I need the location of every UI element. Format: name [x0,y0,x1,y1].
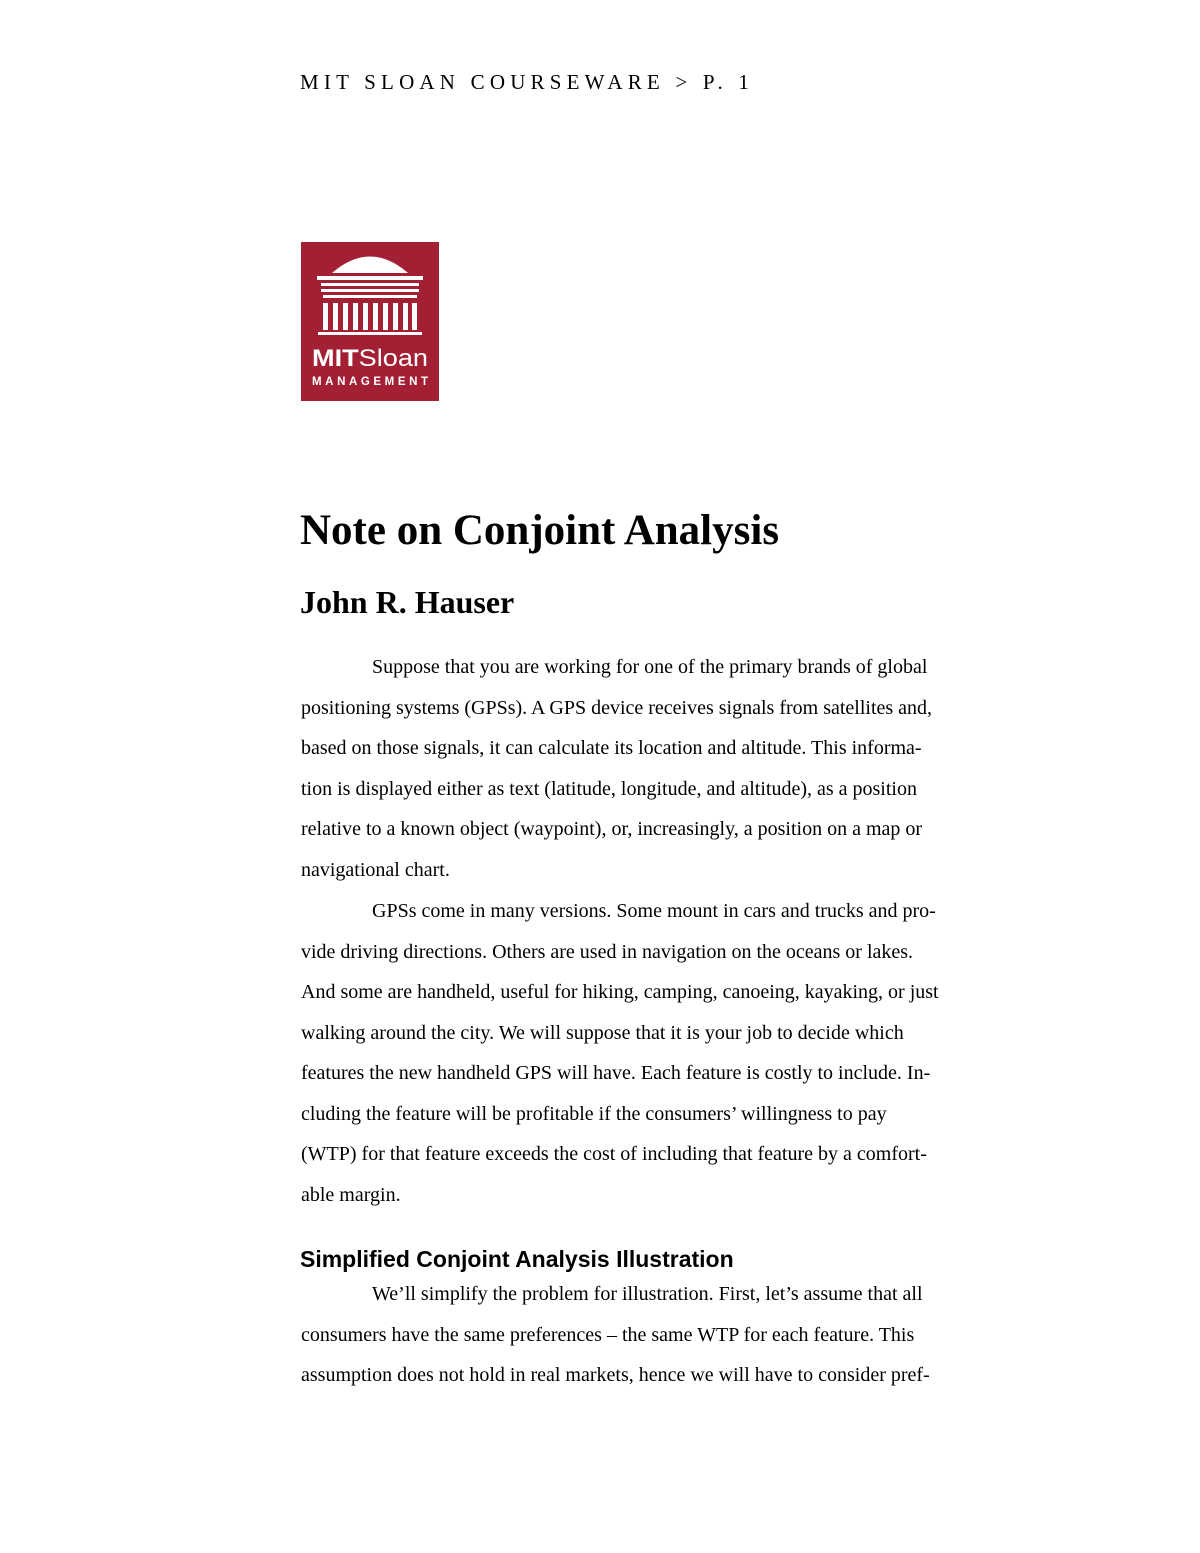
text-line: (WTP) for that feature exceeds the cost of including that feature by a comfort- [301,1143,927,1165]
logo-sloan-text: Sloan [358,345,421,372]
body-paragraph-1 [301,647,1061,890]
text-line: cluding the feature will be profitable if the consumers’ willingness to pay [301,1102,887,1125]
text-line: assumption does not hold in real markets, hence we will have to consider pref- [301,1364,930,1386]
text-line: We’ll simplify the problem for illustration. First, let’s assume that all [372,1283,923,1305]
text-line: GPSs come in many versions. Some mount in cars and trucks and pro- [372,900,936,922]
svg-text:MITSloan [312,345,428,372]
text-line: tion is displayed either as text (latitude, longitude, and altitude), as a position [301,777,917,800]
text-line: able margin. [301,1183,401,1206]
section-heading: Simplified Conjoint Analysis Illustration [300,1246,734,1272]
text-line: Suppose that you are working for one of the primary brands of global [372,656,928,678]
mit-sloan-logo [301,242,439,401]
running-head: MIT SLOAN COURSEWARE > P. 1 [300,70,755,94]
text-line: relative to a known object (waypoint), or, increasingly, a position on a map or [301,818,923,840]
document-author: John R. Hauser [300,584,515,620]
text-line: consumers have the same preferences – the same WTP for each feature. This [301,1323,915,1346]
text-line: based on those signals, it can calculate its location and altitude. This informa- [301,737,922,759]
dome-building-icon [301,242,439,401]
text-line: features the new handheld GPS will have. Each feature is costly to include. In- [301,1062,931,1084]
text-line: vide driving directions. Others are used in navigation on the oceans or lakes. [301,940,914,963]
logo-management-text: MANAGEMENT [312,376,428,388]
text-line: positioning systems (GPSs). A GPS device receives signals from satellites and, [301,696,933,719]
text-line: And some are handheld, useful for hiking, camping, canoeing, kayaking, or just [301,981,939,1003]
section-paragraph [301,1274,1061,1396]
body-paragraph-2 [301,891,1061,1215]
text-line: walking around the city. We will suppose that it is your job to decide which [301,1021,904,1044]
document-title: Note on Conjoint Analysis [300,507,780,554]
logo-mit-text: MIT [312,345,354,372]
text-line: navigational chart. [301,858,450,881]
